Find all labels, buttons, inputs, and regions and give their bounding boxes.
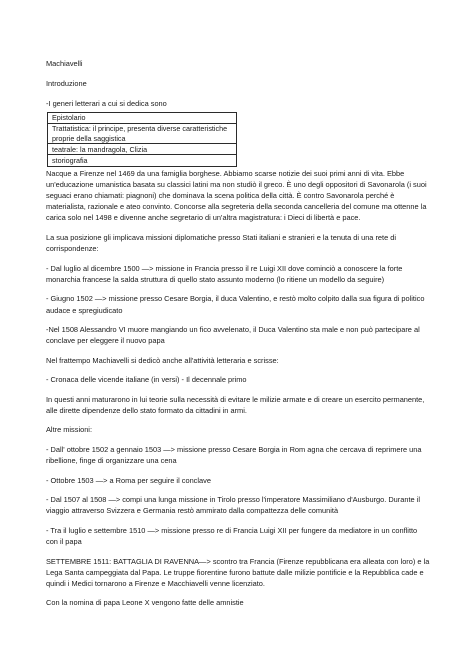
paragraph: SETTEMBRE 1511: BATTAGLIA DI RAVENNA—> scontro tra Francia (Firenze repubblicana era alleata con loro) e la Lega Santa campeggiata dal Papa. Le truppe fiorentine furono battute dalle milizie pontificie e la Repubblica cade e quindi i Medici tornarono a Firenze e Macchiavelli venne licenziato. [46, 556, 430, 588]
paragraph: - Ottobre 1503 —> a Roma per seguire il conclave [46, 475, 211, 485]
table-row [48, 155, 237, 166]
table-cell: Trattatistica: il principe, presenta diverse caratteristiche proprie della saggistica [48, 123, 237, 143]
paragraph: Con la nomina di papa Leone X vengono fatte delle amnistie [46, 598, 244, 608]
paragraph: - Dal luglio al dicembre 1500 —> missione in Francia presso il re Luigi XII dove cominciò a conoscere la forte monarchia francese la salda struttura di quello stato assunto moderno (lo ritiene un modello da seguire) [46, 263, 403, 284]
document-body [46, 58, 431, 617]
table-row [48, 144, 237, 155]
table-row [48, 112, 237, 123]
paragraph: - Dal 1507 al 1508 —> compi una lunga missione in Tirolo presso l'imperatore Massimiliano d'Ausburgo. Durante il viaggio attraverso Svizzera e Germania restò ammirato dalla compattezza delle comunità [46, 495, 420, 516]
paragraph: In questi anni maturarono in lui teorie sulla necessità di evitare le milizie armate e di creare un esercito permanente, alle dirette dipendenze dello stato formato da cittadini in armi. [46, 394, 425, 415]
document-title: Machiavelli [46, 59, 83, 68]
table-row [48, 123, 237, 143]
paragraph: - Giugno 1502 —> missione presso Cesare Borgia, il duca Valentino, e restò molto colpito dalla sua figura di politico audace e spregiudicato [46, 294, 425, 315]
paragraph: - Dall' ottobre 1502 a gennaio 1503 —> missione presso Cesare Borgia in Rom agna che cercava di reprimere una ribellione, finge di organizzare una cena [46, 444, 422, 466]
paragraph: - Tra il luglio e settembre 1510 —> missione presso re di Francia Luigi XII per fungere da mediatore in un conflitto con il papa [46, 525, 418, 547]
table-cell: teatrale: la mandragola, Clizia [48, 144, 237, 155]
paragraph: Nel frattempo Machiavelli si dedicò anche all'attività letteraria e scrisse: [46, 355, 279, 365]
genres-heading: -I generi letterari a cui si dedica sono [46, 99, 167, 109]
paragraph: Altre missioni: [46, 425, 92, 435]
table-cell: Epistolario [48, 112, 237, 123]
paragraph: La sua posizione gli implicava missioni diplomatiche presso Stati italiani e stranieri e la tenuta di una rete di corrispondenze: [46, 232, 397, 254]
paragraph: -Nel 1508 Alessandro VI muore mangiando un fico avvelenato, il Duca Valentino sta male e non può partecipare al conclave per eleggere il nuovo papa [46, 325, 420, 346]
table-cell: storiografia [48, 155, 237, 166]
paragraph: - Cronaca delle vicende italiane (in versi) - Il decennale primo [46, 375, 247, 385]
section-heading: Introduzione [46, 79, 87, 89]
genres-table [47, 112, 237, 167]
paragraph: Nacque a Firenze nel 1469 da una famiglia borghese. Abbiamo scarse notizie dei suoi primi anni di vita. Ebbe un'educazione umanistica basata su classici latini ma non studiò il greco. È uno degli oppositori di Savonarola (i suoi seguaci erano chiamati: piagnoni) che dominava la scena politica della città. È contro Savonarola perché è materialista, razionale e ateo convinto. Concorse alla segreteria della seconda cancelleria del comune ma ottenne la carica solo nel 1498 e divenne anche segretario di un'altra magistratura: i Dieci di libertà e pace. [46, 168, 427, 223]
